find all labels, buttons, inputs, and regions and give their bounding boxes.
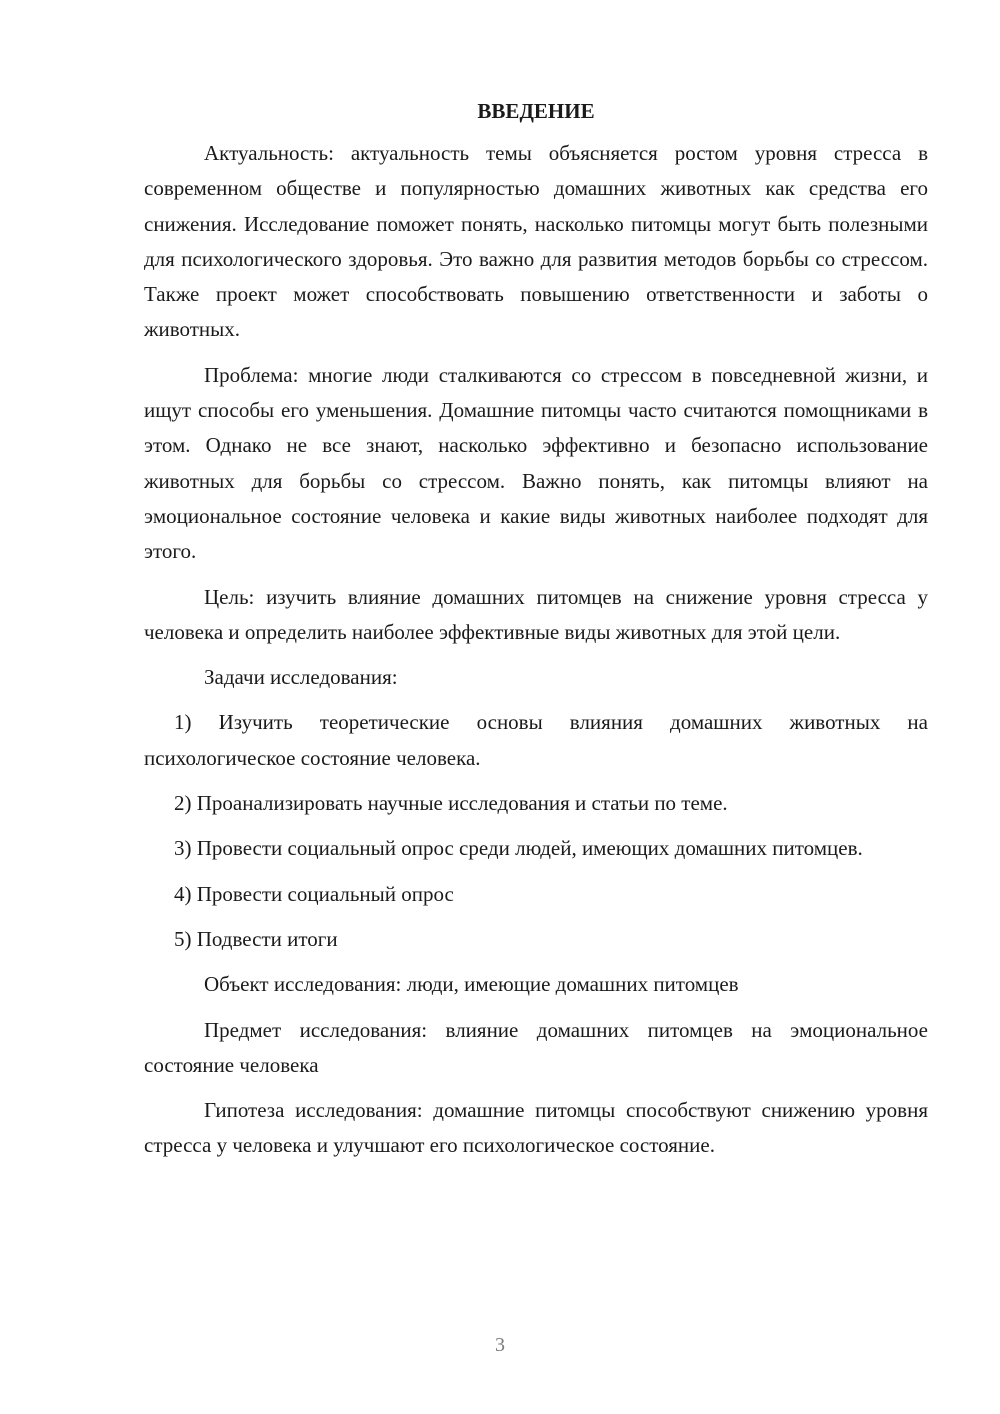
page-number: 3 <box>495 1334 505 1356</box>
section-heading: ВВЕДЕНИЕ <box>477 99 595 123</box>
task-item-5: 5) Подвести итоги <box>174 926 338 951</box>
goal-paragraph: Цель: изучить влияние домашних питомцев на снижение уровня стресса у человека и определить наиболее эффективные виды животных для этой цели. <box>144 584 928 644</box>
task-item-2: 2) Проанализировать научные исследования и статьи по теме. <box>174 791 728 816</box>
problem-paragraph: Проблема: многие люди сталкиваются со стрессом в повседневной жизни, и ищут способы его уменьшения. Домашние питомцы часто считаются помощниками в этом. Однако не все знают, насколько эффективно и безопасно использование животных для борьбы со стрессом. Важно понять, как питомцы влияют на эмоциональное состояние человека и какие виды животных наиболее подходят для этого. <box>144 362 928 564</box>
tasks-title: Задачи исследования: <box>204 665 398 690</box>
task-item-3: 3) Провести социальный опрос среди людей, имеющих домашних питомцев. <box>174 836 863 861</box>
task-item-1: 1) Изучить теоретические основы влияния домашних животных на психологическое состояние человека. <box>144 710 928 770</box>
document-page <box>144 96 928 1164</box>
research-object-paragraph: Объект исследования: люди, имеющие домашних питомцев <box>204 972 739 997</box>
task-item-4: 4) Провести социальный опрос <box>174 881 454 906</box>
relevance-paragraph: Актуальность: актуальность темы объясняется ростом уровня стресса в современном обществе и популярностью домашних животных как средства его снижения. Исследование поможет понять, насколько питомцы могут быть полезными для психологического здоровья. Это важно для развития методов борьбы со стрессом. Также проект может способствовать повышению ответственности и заботы о животных. <box>144 141 928 342</box>
hypothesis-paragraph: Гипотеза исследования: домашние питомцы способствуют снижению уровня стресса у человека и улучшают его психологическое состояние. <box>144 1098 928 1158</box>
research-subject-paragraph: Предмет исследования: влияние домашних питомцев на эмоциональное состояние человека <box>144 1017 928 1077</box>
